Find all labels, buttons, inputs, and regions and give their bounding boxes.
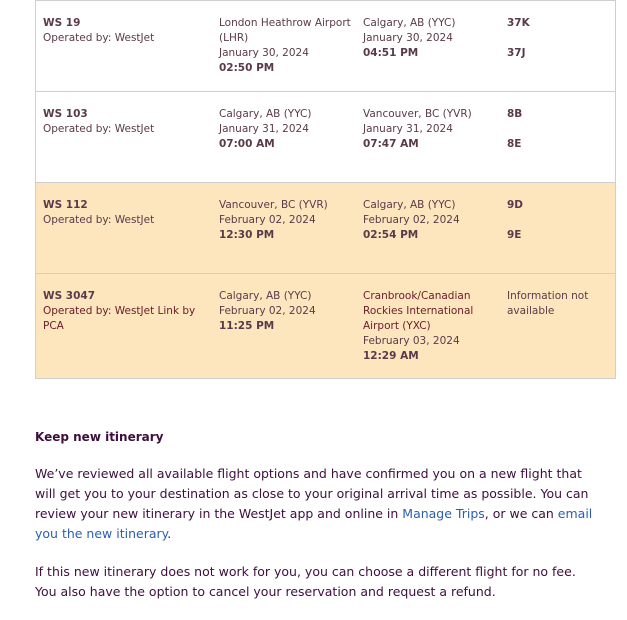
departure-date: February 02, 2024 bbox=[219, 214, 316, 226]
paragraph-text: , or we can bbox=[484, 506, 558, 521]
flight-number: WS 112 bbox=[43, 199, 88, 211]
seat-info: Information not available bbox=[507, 290, 589, 317]
flight-cell bbox=[43, 16, 208, 46]
flight-number: WS 103 bbox=[43, 108, 88, 120]
departure-cell bbox=[219, 198, 354, 243]
departure-time: 02:50 PM bbox=[219, 62, 275, 74]
flight-number: WS 19 bbox=[43, 17, 81, 29]
departure-date: January 31, 2024 bbox=[219, 123, 309, 135]
flight-cell bbox=[43, 289, 208, 334]
departure-time: 12:30 PM bbox=[219, 229, 275, 241]
departure-cell bbox=[219, 289, 354, 334]
seat-2: 37J bbox=[507, 47, 526, 59]
departure-place: London Heathrow Airport (LHR) bbox=[219, 17, 351, 44]
arrival-date: February 03, 2024 bbox=[363, 335, 460, 347]
flight-cell bbox=[43, 107, 208, 137]
table-row bbox=[36, 182, 615, 273]
seat-cell bbox=[507, 16, 607, 61]
operator: Operated by: WestJet bbox=[43, 123, 155, 135]
departure-place: Vancouver, BC (YVR) bbox=[219, 199, 328, 211]
arrival-place: Calgary, AB (YYC) bbox=[363, 199, 456, 211]
table-row bbox=[36, 273, 615, 378]
operator: Operated by: WestJet bbox=[43, 32, 155, 44]
arrival-time: 07:47 AM bbox=[363, 138, 419, 150]
arrival-time: 04:51 PM bbox=[363, 47, 419, 59]
arrival-time: 12:29 AM bbox=[363, 350, 419, 362]
paragraph-text: . bbox=[167, 526, 172, 541]
seat-cell bbox=[507, 107, 607, 152]
seat-1: 8B bbox=[507, 108, 523, 120]
options-paragraph: If this new itinerary does not work for you, you can choose a different flight for no fee. You also have the option to cancel your reservation and request a refund. bbox=[35, 564, 576, 599]
table-row bbox=[36, 91, 615, 182]
seat-2: 9E bbox=[507, 229, 522, 241]
seat-1: 9D bbox=[507, 199, 524, 211]
arrival-place: Calgary, AB (YYC) bbox=[363, 17, 456, 29]
keep-itinerary-section bbox=[35, 430, 595, 620]
flight-cell bbox=[43, 198, 208, 228]
operator: Operated by: WestJet bbox=[43, 214, 155, 226]
arrival-date: February 02, 2024 bbox=[363, 214, 460, 226]
seat-2: 8E bbox=[507, 138, 522, 150]
departure-place: Calgary, AB (YYC) bbox=[219, 108, 312, 120]
arrival-date: January 31, 2024 bbox=[363, 123, 453, 135]
departure-place: Calgary, AB (YYC) bbox=[219, 290, 312, 302]
arrival-cell bbox=[363, 16, 493, 61]
arrival-place: Cranbrook/Canadian Rockies International Airport (YXC) bbox=[363, 290, 474, 332]
departure-time: 07:00 AM bbox=[219, 138, 275, 150]
manage-trips-link[interactable]: Manage Trips bbox=[402, 506, 485, 521]
seat-cell bbox=[507, 289, 607, 319]
email-itinerary-link[interactable]: email you the new itinerary bbox=[35, 506, 593, 541]
arrival-cell bbox=[363, 289, 493, 364]
info-paragraph bbox=[35, 464, 595, 544]
seat-1: 37K bbox=[507, 17, 530, 29]
arrival-cell bbox=[363, 107, 493, 152]
departure-date: February 02, 2024 bbox=[219, 305, 316, 317]
departure-time: 11:25 PM bbox=[219, 320, 275, 332]
departure-date: January 30, 2024 bbox=[219, 47, 309, 59]
section-heading: Keep new itinerary bbox=[35, 430, 164, 444]
flight-itinerary-table bbox=[35, 0, 616, 379]
arrival-cell bbox=[363, 198, 493, 243]
departure-cell bbox=[219, 16, 354, 76]
arrival-place: Vancouver, BC (YVR) bbox=[363, 108, 472, 120]
seat-cell bbox=[507, 198, 607, 243]
departure-cell bbox=[219, 107, 354, 152]
operator: Operated by: WestJet Link by PCA bbox=[43, 305, 196, 332]
paragraph-text: We’ve reviewed all available flight options and have confirmed you on a new flight that will get you to your destination as close to your original arrival time as possible. You can review your new itinerary in the WestJet app and online in bbox=[35, 466, 589, 521]
flight-number: WS 3047 bbox=[43, 290, 96, 302]
arrival-date: January 30, 2024 bbox=[363, 32, 453, 44]
table-row bbox=[36, 0, 615, 91]
arrival-time: 02:54 PM bbox=[363, 229, 419, 241]
